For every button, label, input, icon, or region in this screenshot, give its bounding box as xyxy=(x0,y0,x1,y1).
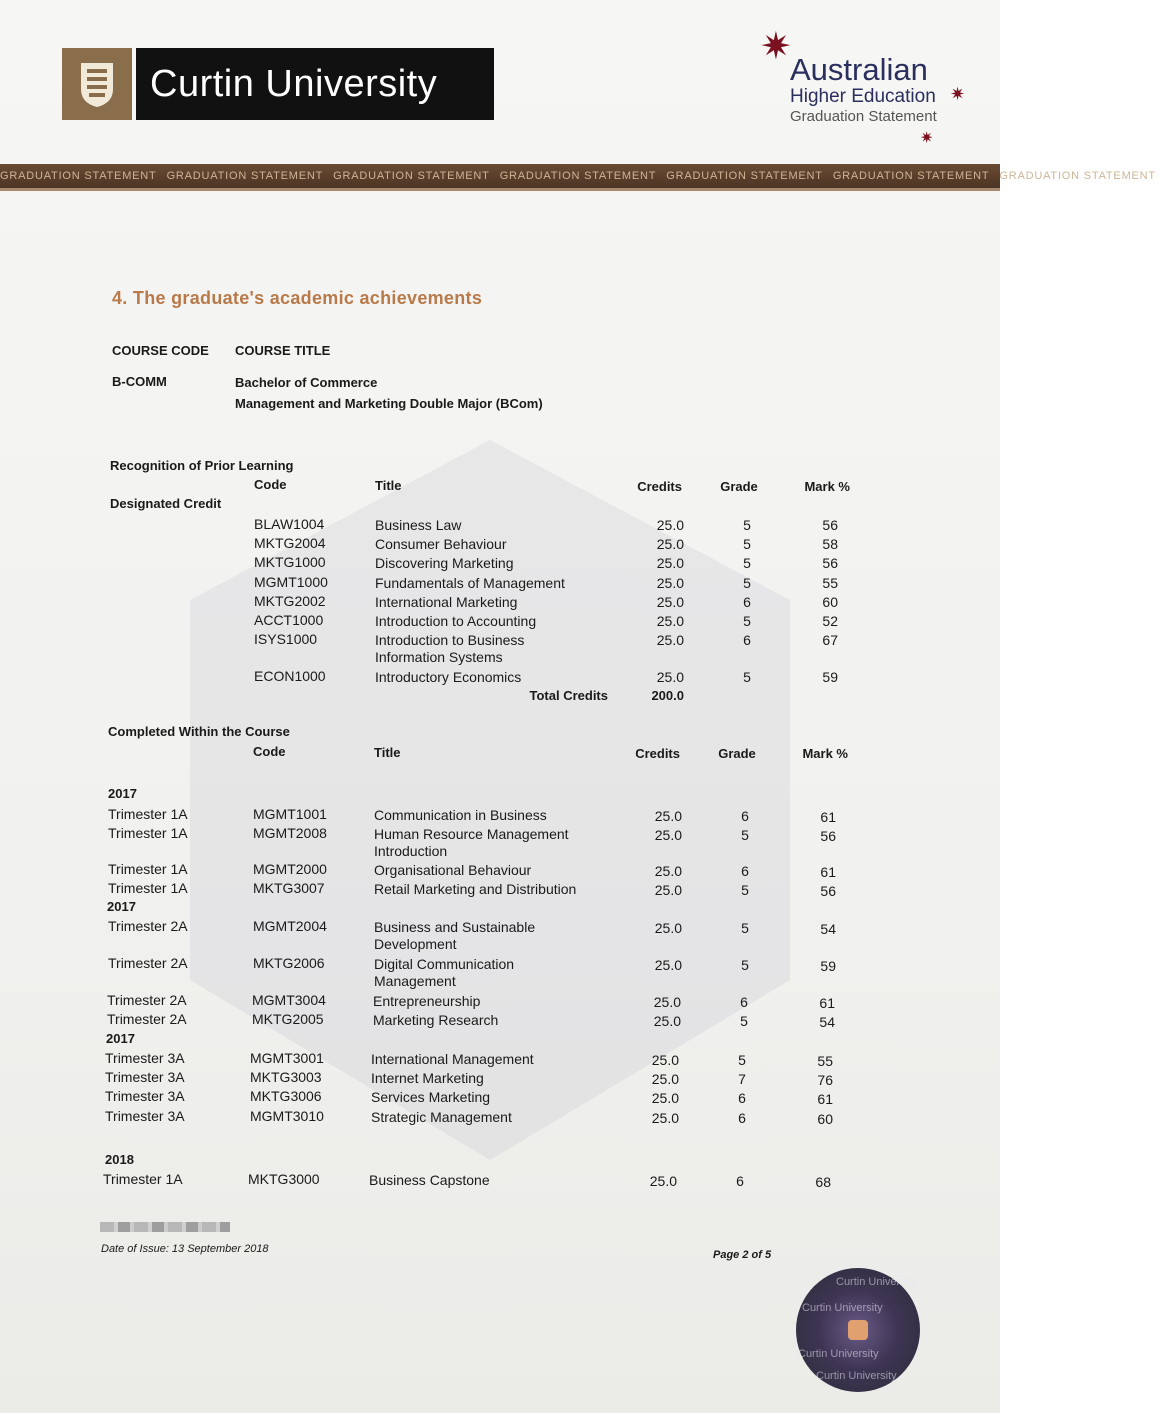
rpl-row-credits: 25.0 xyxy=(656,536,684,552)
row-term: Trimester 3A xyxy=(105,1088,185,1104)
rpl-row-title: Introductory Economics xyxy=(375,669,522,685)
row-term: Trimester 1A xyxy=(108,861,188,877)
rpl-row-grade: 6 xyxy=(743,632,751,648)
row-mark: 60 xyxy=(817,1111,833,1127)
rpl-row-code: MGMT1000 xyxy=(254,574,328,590)
row-term: Trimester 2A xyxy=(108,955,188,971)
rpl-row-mark: 52 xyxy=(822,613,838,629)
rpl-row-mark: 67 xyxy=(822,632,838,648)
row-code: MKTG3006 xyxy=(250,1088,322,1104)
row-code: MKTG3007 xyxy=(253,880,325,896)
course-title-header: COURSE TITLE xyxy=(235,343,331,358)
row-code: MGMT2004 xyxy=(253,918,327,934)
rpl-row-title: Consumer Behaviour xyxy=(375,536,507,552)
row-grade: 7 xyxy=(738,1071,746,1087)
rpl-row-mark: 58 xyxy=(822,536,838,552)
row-mark: 56 xyxy=(820,828,836,844)
row-credits: 25.0 xyxy=(654,957,682,973)
rpl-row-title: Fundamentals of Management xyxy=(375,575,565,591)
rpl-row-credits: 25.0 xyxy=(656,669,684,685)
year-label: 2017 xyxy=(107,899,136,914)
row-title: Marketing Research xyxy=(373,1012,499,1028)
row-title-cont: Management xyxy=(374,973,456,989)
rpl-total-label: Total Credits xyxy=(529,688,608,703)
row-mark: 54 xyxy=(820,921,836,937)
rpl-col-title: Title xyxy=(375,478,402,493)
row-credits: 25.0 xyxy=(649,1173,677,1189)
row-grade: 6 xyxy=(738,1090,746,1106)
row-grade: 6 xyxy=(736,1173,744,1189)
row-mark: 61 xyxy=(820,809,836,825)
row-credits: 25.0 xyxy=(651,1110,679,1126)
rpl-row-code: MKTG1000 xyxy=(254,554,326,570)
rpl-row-grade: 5 xyxy=(743,517,751,533)
course-code: B-COMM xyxy=(112,374,167,389)
rpl-row-mark: 56 xyxy=(822,555,838,571)
hologram-crest-icon xyxy=(848,1320,868,1340)
row-credits: 25.0 xyxy=(654,827,682,843)
row-term: Trimester 3A xyxy=(105,1069,185,1085)
row-credits: 25.0 xyxy=(653,1013,681,1029)
row-mark: 56 xyxy=(820,883,836,899)
completed-col-title: Title xyxy=(374,745,401,760)
rpl-row-mark: 59 xyxy=(822,669,838,685)
ahegs-logo xyxy=(760,28,970,148)
completed-col-code: Code xyxy=(253,744,286,759)
row-title: Entrepreneurship xyxy=(373,993,481,1009)
rpl-row-credits: 25.0 xyxy=(656,555,684,571)
row-mark: 76 xyxy=(817,1072,833,1088)
completed-col-grade: Grade xyxy=(718,746,756,761)
row-term: Trimester 2A xyxy=(108,918,188,934)
rpl-col-mark: Mark % xyxy=(804,479,850,494)
row-title: International Management xyxy=(371,1051,534,1067)
row-credits: 25.0 xyxy=(651,1071,679,1087)
row-mark: 61 xyxy=(819,995,835,1011)
row-mark: 55 xyxy=(817,1053,833,1069)
rpl-row-grade: 6 xyxy=(743,594,751,610)
rpl-row-code: ACCT1000 xyxy=(254,612,324,628)
row-grade: 6 xyxy=(740,994,748,1010)
rpl-col-grade: Grade xyxy=(720,479,758,494)
rpl-row-title: Business Law xyxy=(375,517,462,533)
row-code: MGMT1001 xyxy=(253,806,327,822)
row-grade: 6 xyxy=(741,863,749,879)
rpl-col-code: Code xyxy=(254,477,287,492)
year-label: 2018 xyxy=(105,1152,134,1167)
row-term: Trimester 1A xyxy=(103,1171,183,1187)
row-title: Digital Communication xyxy=(374,956,515,972)
rpl-row-grade: 5 xyxy=(743,575,751,591)
row-credits: 25.0 xyxy=(654,920,682,936)
row-mark: 59 xyxy=(820,958,836,974)
row-mark: 68 xyxy=(815,1174,831,1190)
row-code: MGMT3010 xyxy=(250,1108,324,1124)
rpl-row-credits: 25.0 xyxy=(656,632,684,648)
date-of-issue: Date of Issue: 13 September 2018 xyxy=(101,1243,269,1255)
ahegs-line1: Australian xyxy=(790,52,928,87)
row-grade: 5 xyxy=(741,957,749,973)
rpl-row-mark: 55 xyxy=(822,575,838,591)
graduation-statement-band: GRADUATION STATEMENT GRADUATION STATEMENT GRADUATION STATEMENT GRADUATION STATEMENT GRADUATION STATEMENT GRADUATION STATEMENT GRADUATION STATEMENT xyxy=(0,164,1000,191)
rpl-total-value: 200.0 xyxy=(651,688,684,703)
rpl-row-grade: 5 xyxy=(743,536,751,552)
course-title-line2: Management and Marketing Double Major (BCom) xyxy=(235,396,543,411)
row-credits: 25.0 xyxy=(654,882,682,898)
row-code: MKTG3000 xyxy=(248,1171,320,1187)
rpl-row-title: Introduction to Accounting xyxy=(375,613,537,629)
row-code: MGMT3004 xyxy=(252,992,326,1008)
row-grade: 5 xyxy=(738,1052,746,1068)
row-title: Internet Marketing xyxy=(371,1070,484,1086)
completed-col-credits: Credits xyxy=(635,746,680,761)
rpl-row-title-cont: Information Systems xyxy=(375,649,503,665)
rpl-row-grade: 5 xyxy=(743,555,751,571)
row-credits: 25.0 xyxy=(654,863,682,879)
year-label: 2017 xyxy=(108,786,137,801)
row-grade: 6 xyxy=(738,1110,746,1126)
section-heading: 4. The graduate's academic achievements xyxy=(112,288,483,308)
curtin-crest-icon xyxy=(62,48,132,120)
row-term: Trimester 2A xyxy=(107,1011,187,1027)
row-term: Trimester 1A xyxy=(108,825,188,841)
row-title: Services Marketing xyxy=(371,1089,491,1105)
row-code: MKTG2005 xyxy=(252,1011,324,1027)
row-mark: 54 xyxy=(819,1014,835,1030)
course-title-line1: Bachelor of Commerce xyxy=(235,375,378,390)
ahegs-line3: Graduation Statement xyxy=(790,108,937,125)
row-term: Trimester 2A xyxy=(107,992,187,1008)
row-code: MKTG2006 xyxy=(253,955,325,971)
rpl-row-credits: 25.0 xyxy=(656,613,684,629)
page-number: Page 2 of 5 xyxy=(713,1249,772,1261)
curtin-logo xyxy=(62,48,494,120)
row-credits: 25.0 xyxy=(651,1052,679,1068)
university-name: Curtin University xyxy=(136,48,494,120)
row-title: Human Resource Management xyxy=(374,826,569,842)
rpl-row-title: Introduction to Business xyxy=(375,632,525,648)
rpl-row-code: BLAW1004 xyxy=(254,516,325,532)
row-grade: 5 xyxy=(741,882,749,898)
rpl-col-credits: Credits xyxy=(637,479,682,494)
rpl-row-grade: 5 xyxy=(743,613,751,629)
row-title: Communication in Business xyxy=(374,807,547,823)
row-credits: 25.0 xyxy=(651,1090,679,1106)
row-credits: 25.0 xyxy=(653,994,681,1010)
row-code: MGMT3001 xyxy=(250,1050,324,1066)
row-credits: 25.0 xyxy=(654,808,682,824)
rpl-row-code: ISYS1000 xyxy=(254,631,318,647)
row-code: MKTG3003 xyxy=(250,1069,322,1085)
row-title: Strategic Management xyxy=(371,1109,512,1125)
row-title: Retail Marketing and Distribution xyxy=(374,881,577,897)
star-icon: ✷ xyxy=(950,84,966,104)
row-title: Organisational Behaviour xyxy=(374,862,532,878)
row-title: Business Capstone xyxy=(369,1172,490,1188)
completed-heading: Completed Within the Course xyxy=(108,724,290,739)
hologram-seal: Curtin University Curtin University Curtin University Curtin University xyxy=(796,1268,920,1392)
completed-col-mark: Mark % xyxy=(802,746,848,761)
year-label: 2017 xyxy=(106,1031,135,1046)
course-code-header: COURSE CODE xyxy=(112,343,209,358)
row-term: Trimester 1A xyxy=(108,806,188,822)
rpl-row-grade: 5 xyxy=(743,669,751,685)
row-term: Trimester 1A xyxy=(108,880,188,896)
row-grade: 5 xyxy=(740,1013,748,1029)
hologram-text: Curtin University xyxy=(836,1276,917,1288)
row-term: Trimester 3A xyxy=(105,1108,185,1124)
row-title-cont: Introduction xyxy=(374,843,448,859)
star-icon: ✷ xyxy=(760,26,792,68)
redacted-signature xyxy=(100,1222,230,1232)
star-icon: ✷ xyxy=(920,130,934,147)
rpl-row-mark: 56 xyxy=(822,517,838,533)
rpl-heading: Recognition of Prior Learning xyxy=(110,458,294,473)
row-mark: 61 xyxy=(817,1091,833,1107)
row-grade: 5 xyxy=(741,920,749,936)
row-term: Trimester 3A xyxy=(105,1050,185,1066)
row-title: Business and Sustainable xyxy=(374,919,536,935)
ahegs-line2: Higher Education xyxy=(790,86,936,107)
row-code: MGMT2008 xyxy=(253,825,327,841)
row-grade: 5 xyxy=(741,827,749,843)
rpl-row-title: Discovering Marketing xyxy=(375,555,514,571)
row-mark: 61 xyxy=(820,864,836,880)
row-grade: 6 xyxy=(741,808,749,824)
rpl-row-mark: 60 xyxy=(822,594,838,610)
rpl-row-code: MKTG2002 xyxy=(254,593,326,609)
rpl-row-title: International Marketing xyxy=(375,594,518,610)
rpl-row-credits: 25.0 xyxy=(656,517,684,533)
row-code: MGMT2000 xyxy=(253,861,327,877)
rpl-subheading: Designated Credit xyxy=(110,496,222,511)
row-title-cont: Development xyxy=(374,936,457,952)
rpl-row-credits: 25.0 xyxy=(656,575,684,591)
rpl-row-code: MKTG2004 xyxy=(254,535,326,551)
rpl-row-credits: 25.0 xyxy=(656,594,684,610)
rpl-row-code: ECON1000 xyxy=(254,668,326,684)
